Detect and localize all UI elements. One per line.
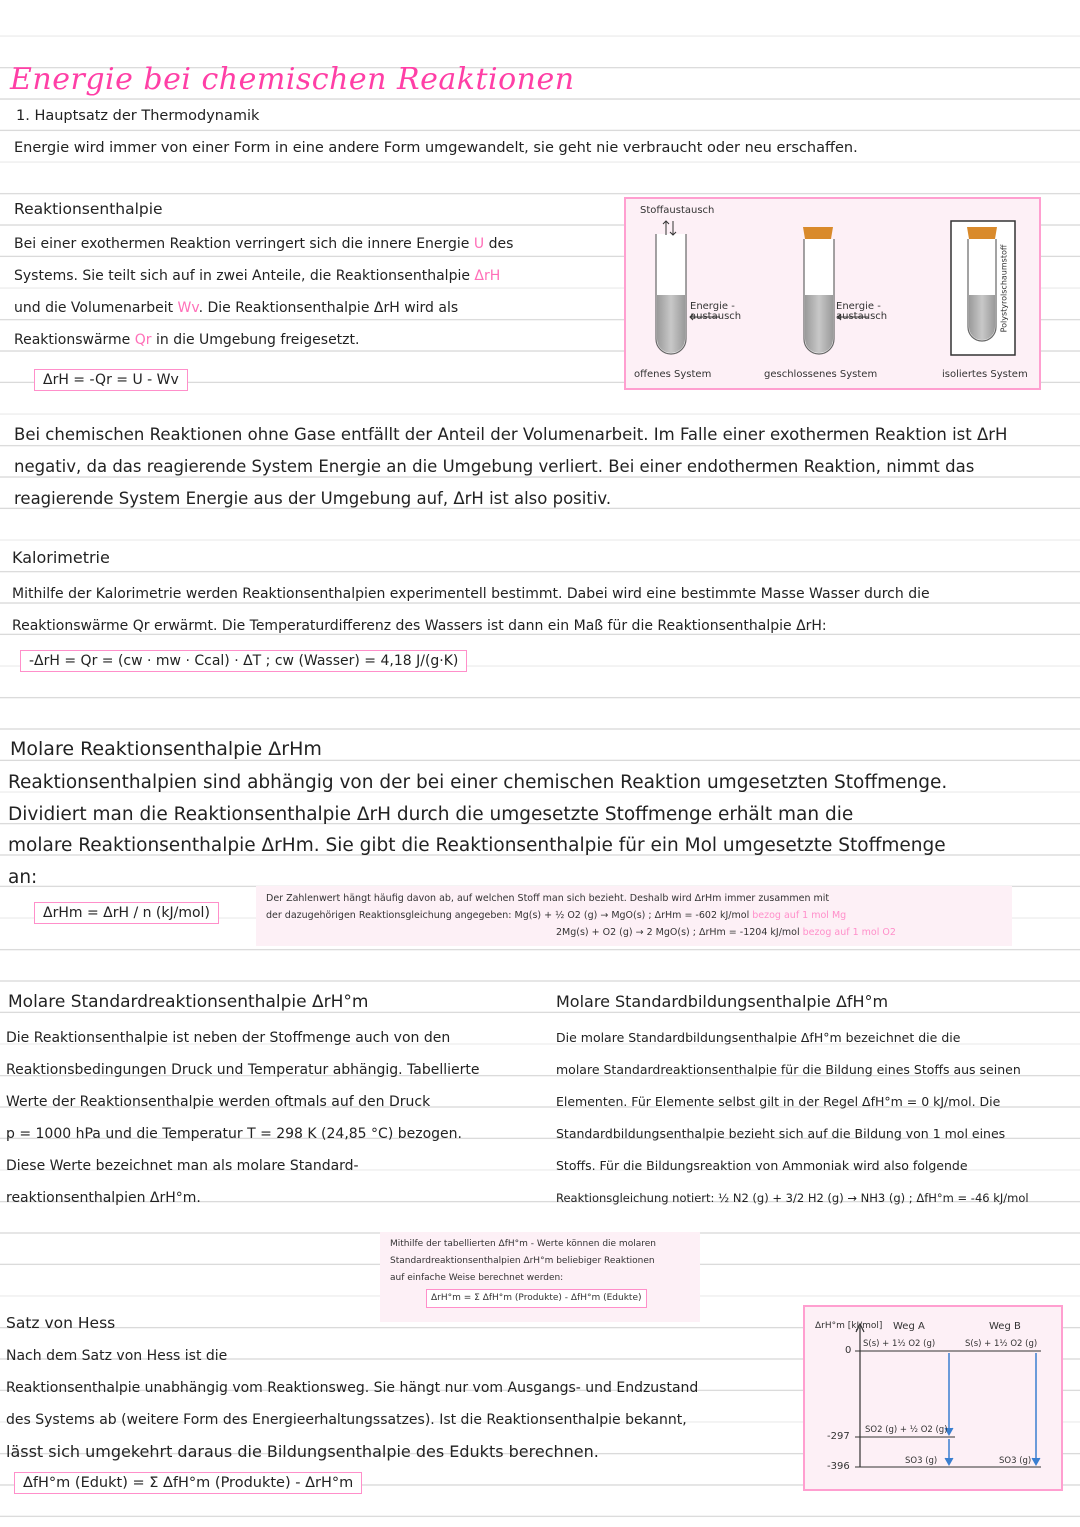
systems-figure [624,197,1041,390]
tick-396: -396 [827,1461,850,1472]
open-tube [656,221,720,354]
tick-297: -297 [827,1431,850,1442]
tick-0: 0 [845,1345,852,1356]
end-label-a: SO3 (g) [905,1456,938,1466]
geschlossenes-system-label: geschlossenes System [764,369,878,380]
isoliertes-system-label: isoliertes System [942,369,1028,380]
bildung-paragraph: Die molare Standardbildungsenthalpie ΔfH°m bezeichnet die die molare Standardreaktionsenthalpie für die Bildung eines Stoffs aus seinen Elementen. Für Elemente selbst gilt in der Regel ΔfH°m = 0 kJ/mol. Die Standardbildungsenthalpie bezieht sich auf die Bildung von 1 mol eines Stoffs. Für die Bildungsreaktion von Ammoniak wird also folgende Reaktionsgleichung notiert: ½ N2 (g) + 3/2 H2 (g) → NH3 (g) ; ΔfH°m = -46 kJ/mol [556,1030,1029,1205]
molar-heading: Molare Reaktionsenthalpie ΔrHm [10,738,322,760]
start-label-a: S(s) + 1½ O2 (g) [863,1339,936,1349]
reaktionsenthalpie-heading: Reaktionsenthalpie [14,200,163,218]
start-label-b: S(s) + 1½ O2 (g) [965,1339,1038,1349]
molar-paragraph: Reaktionsenthalpien sind abhängig von der bei einer chemischen Reaktion umgesetzten Stoffmenge. Dividiert man die Reaktionsenthalpie ΔrH durch die umgesetzte Stoffmenge erhält man die molare Reaktionsenthalpie ΔrHm. Sie gibt die Reaktionsenthalpie für ein Mol umgesetzte Stoffmenge an: [8,772,948,888]
mid-label: SO2 (g) + ½ O2 (g) [865,1425,948,1435]
weg-b-label: Weg B [989,1321,1021,1332]
test-tubes-drawing [626,199,1039,388]
hauptsatz-text: Energie wird immer von einer Form in eine andere Form umgewandelt, sie geht nie verbraucht oder neu erschaffen. [14,140,858,156]
hess-heading: Satz von Hess [6,1314,116,1332]
weg-a-label: Weg A [893,1321,925,1332]
reaktionsenthalpie-formula: ΔrH = -Qr = U - Wv [34,369,188,391]
bildung-heading: Molare Standardbildungsenthalpie ΔfH°m [556,992,889,1011]
hess-paragraph: Nach dem Satz von Hess ist die Reaktionsenthalpie unabhängig vom Reaktionsweg. Sie hängt nur vom Ausgangs- und Endzustand des Systems ab (weitere Form des Energieerhaltungssatzes). Ist die Reaktionsenthalpie bekannt, lässt sich umgekehrt daraus die Bildungsenthalpie des Edukts berechnen. [6,1348,699,1461]
closed-tube [803,227,868,354]
energieaustausch-label-1: Energie - austausch [690,301,742,322]
polystyrol-label: Polystyrolschaumstoff [999,244,1009,333]
offenes-system-label: offenes System [634,369,712,380]
hess-formula: ΔfH°m (Edukt) = Σ ΔfH°m (Produkte) - ΔrH°m [14,1472,362,1494]
stoffaustausch-label: Stoffaustausch [640,205,715,216]
energieaustausch-label-2: Energie - austausch [836,301,888,322]
hess-note-formula: ΔrH°m = Σ ΔfH°m (Produkte) - ΔfH°m (Edukte) [426,1289,647,1308]
hess-diagram [803,1305,1063,1491]
kalorimetrie-text: Mithilfe der Kalorimetrie werden Reaktionsenthalpien experimentell bestimmt. Dabei wird eine bestimmte Masse Wasser durch die Reaktionswärme Qr erwärmt. Die Temperaturdifferenz des Wassers ist dann ein Maß für die Reaktionsenthalpie ΔrH: [12,586,930,634]
gase-paragraph: Bei chemischen Reaktionen ohne Gase entfällt der Anteil der Volumenarbeit. Im Falle einer exothermen Reaktion ist ΔrH negativ, da das reagierende System Energie an die Umgebung verliert. Bei einer endothermen Reaktion, nimmt das reagierende System Energie aus der Umgebung auf, ΔrH ist also positiv. [14,425,1008,508]
reaktionsenthalpie-text: Bei einer exothermen Reaktion verringert sich die innere Energie U des Systems. Sie teilt sich auf in zwei Anteile, die Reaktionsenthalpie ΔrH und die Volumenarbeit Wv. Die Reaktionsenthalpie ΔrH wird als Reaktionswärme Qr in die Umgebung freigesetzt. [14,236,514,348]
page-title: Energie bei chemischen Reaktionen [10,62,575,97]
kalorimetrie-formula: -ΔrH = Qr = (cw · mw · Ccal) · ΔT ; cw (Wasser) = 4,18 J/(g·K) [20,650,467,672]
kalorimetrie-heading: Kalorimetrie [12,548,110,567]
diagram-y-label: ΔrH°m [kJ/mol] [815,1321,883,1331]
molar-formula: ΔrHm = ΔrH / n (kJ/mol) [34,902,219,924]
hess-note: Mithilfe der tabellierten ΔfH°m - Werte können die molaren Standardreaktionsenthalpien ΔrH°m beliebiger Reaktionen auf einfache Weise berechnet werden: ΔrH°m = Σ ΔfH°m (Produkte) - ΔfH°m (Edukte) [380,1232,700,1322]
molar-note: Der Zahlenwert hängt häufig davon ab, auf welchen Stoff man sich bezieht. Deshalb wird ΔrHm immer zusammen mit der dazugehörigen Reaktionsgleichung angegeben: Mg(s) + ½ O2 (g) → MgO(s) ; ΔrHm = -602 kJ/mol bezog auf 1 mol Mg 2Mg(s) + O2 (g) → 2 MgO(s) ; ΔrHm = -1204 kJ/mol bezog auf 1 mol O2 [256,886,1012,946]
standard-heading: Molare Standardreaktionsenthalpie ΔrH°m [8,992,369,1012]
standard-paragraph: Die Reaktionsenthalpie ist neben der Stoffmenge auch von den Reaktionsbedingungen Druck und Temperatur abhängig. Tabellierte Werte der Reaktionsenthalpie werden oftmals auf den Druck p = 1000 hPa und die Temperatur T = 298 K (24,85 °C) bezogen. Diese Werte bezeichnet man als molare Standard- reaktionsenthalpien ΔrH°m. [6,1030,480,1206]
hauptsatz-heading: 1. Hauptsatz der Thermodynamik [16,108,260,124]
end-label-b: SO3 (g) [999,1456,1032,1466]
